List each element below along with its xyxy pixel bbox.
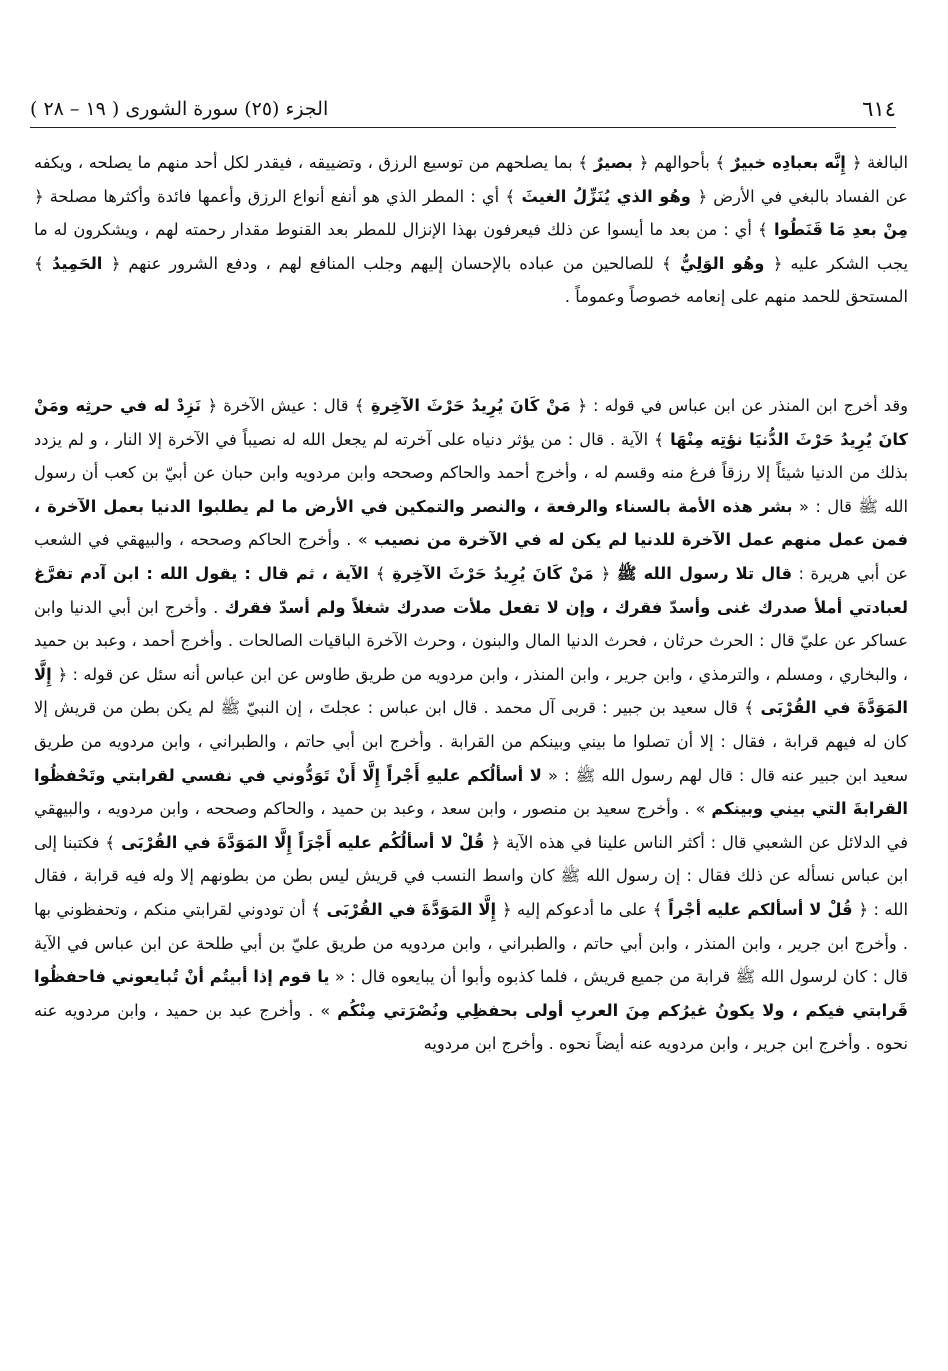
quran-quote: مَنْ كَانَ يُرِيدُ حَرْثَ الآخِرةِ	[364, 396, 578, 415]
hadith-text: الآية ، ثم قال : يقول الله : ابن آدم تفرَّغ لعبادتي أملأ صدرك غنى وأسدّ فقرك ، وإن لا تفعل ملأت صدرك شغلاً ولم أسدّ فقرك	[34, 563, 908, 617]
ornate-bracket: ﴾	[715, 153, 725, 172]
ornate-bracket: ﴿	[34, 186, 44, 206]
hadith-text: لا أسألُكم عليهِ أَجْراً إِلَّا أَنْ تَوَدُّوني في نفسي لقرابتي وتَحْفظُوا القرابةَ التي بيني وبينكم	[34, 765, 908, 819]
ornate-bracket: ﴾	[652, 899, 663, 919]
ornate-bracket: ﴾	[744, 698, 754, 718]
body-text: وقد أخرج ابن المنذر عن ابن عباس في قوله :	[586, 396, 908, 415]
quran-quote: قُلْ لا أسألُكُم عليه أَجْرَاً إِلَّا المَوَدَّةَ في القُرْبَى	[114, 832, 491, 852]
ornate-bracket: ﴾	[757, 220, 768, 240]
body-text: قال : عيش الآخرة	[217, 396, 355, 415]
body-text: على ما أدعوكم إليه	[511, 899, 653, 919]
ornate-bracket: ﴾	[105, 832, 115, 852]
quran-quote: وهُو الذي يُنَزِّلُ الغيثَ	[514, 186, 698, 206]
running-title: الجزء (٢٥) سورة الشورى ( ١٩ – ٢٨ )	[30, 98, 329, 120]
body-text: » . وأخرج عبد بن حميد ، وابن مردويه عنه نحوه . وأخرج ابن جرير ، وابن مردويه عنه أيضاً نحوه . وأخرج ابن مردويه	[34, 1000, 908, 1054]
body-text: قال سعيد بن جبير : قربى آل محمد . قال ابن عباس : عجلتَ ، إن النبيّ ﷺ لم يكن بطن من قريش إلا كان له فيهم قرابة ، فقال : إلا أن تصلوا ما بيني وبينكم من القرابة . وأخرج ابن أبي حاتم ، والطبراني ، وابن مردويه من طريق سعيد ابن جبير عنه قال : قال لهم رسول الله ﷺ : «	[34, 698, 908, 785]
quran-quote: مِنْ بعدِ مَا قَنَطُوا	[767, 220, 909, 240]
ornate-bracket: ﴿	[772, 253, 783, 273]
ornate-bracket: ﴾	[661, 253, 672, 273]
quran-quote: نَزِدْ له في حرثِه ومَنْ كانَ يُرِيدُ حَرْثَ الدُّنيَا نؤتِه مِنْهَا	[34, 396, 909, 449]
body-text: فكتبنا إلى ابن عباس نسأله عن ذلك فقال : إن رسول الله ﷺ كان واسط النسب في قريش ليس بطن من بطونهم إلا وله فيه قرابة ، فقال الله :	[34, 832, 908, 919]
ornate-bracket: ﴿	[851, 153, 862, 172]
ornate-bracket: ﴾	[375, 563, 386, 583]
body-text: بما يصلحهم من توسيع الرزق ، وتضييقه ، فيقدر لكل أحد منهم ما يصلحه ، ويكفه عن الفساد بالبغي في الأرض	[34, 153, 908, 206]
ornate-bracket: ﴿	[577, 396, 587, 415]
page-number: ٦١٤	[862, 97, 896, 121]
quran-quote: وهُو الوَلِيُّ	[671, 253, 773, 273]
ornate-bracket: ﴾	[311, 899, 321, 919]
body-text: أي : المطر الذي هو أنفع أنواع الرزق وأعمها فائدة وأكثرها مصلحة	[43, 186, 506, 206]
quran-quote: مَنْ كَانَ يُرِيدُ حَرْثَ الآخِرةِ	[385, 563, 601, 583]
body-text: أن تودوني لقرابتي منكم ، وتحفظوني بها . وأخرج ابن جرير ، وابن المنذر ، وابن أبي حاتم ، والطبراني ، وابن مردويه من طريق عليّ بن أبي طلحة عن ابن عباس في الآية قال : كان لرسول الله ﷺ قرابة من جميع قريش ، فلما كذبوه وأبوا أن يبايعوه قال : «	[34, 899, 908, 987]
ornate-bracket: ﴿	[600, 563, 611, 583]
ornate-bracket: ﴿	[858, 899, 869, 919]
page-header	[30, 88, 896, 128]
quran-quote: إِلَّا المَوَدَّةَ في القُرْبَى	[34, 664, 908, 718]
paragraph-2	[34, 389, 908, 1061]
quran-quote: بصيرٌ	[587, 153, 639, 172]
body-text: » . وأخرج الحاكم وصححه ، والبيهقي في الشعب عن أبي هريرة :	[34, 530, 908, 583]
ornate-bracket: ﴿	[207, 396, 218, 415]
ornate-bracket: ﴾	[654, 429, 664, 449]
ornate-bracket: ﴿	[110, 253, 121, 273]
ornate-bracket: ﴾	[578, 153, 588, 172]
body-text: المستحق للحمد منهم على إنعامه خصوصاً وعموماً .	[564, 287, 908, 307]
body-text: للصالحين من عباده بالإحسان إليهم وجلب المنافع لهم ، ودفع الشرور عنهم	[120, 253, 662, 273]
paragraph-1	[34, 146, 908, 314]
hadith-text: يا قوم إذا أبيتُم أنْ تُبايعوني فاحفظُوا قَرابتي فيكم ، ولا يكونُ غيرُكم مِنَ العربِ أولى بحفظِي ونُصْرَتي مِنْكُم	[34, 967, 908, 1020]
ornate-bracket: ﴿	[502, 899, 512, 919]
ornate-bracket: ﴾	[354, 396, 365, 415]
ornate-bracket: ﴿	[490, 832, 501, 852]
ornate-bracket: ﴾	[505, 186, 515, 206]
body-text: الآية . قال : من يؤثر دنياه على آخرته لم يجعل الله له نصيباً في الآخرة إلا النار ، و لم يزدد بذلك من الدنيا شيئاً إلا رزقاً فرغ منه وقسم له ، وأخرج أحمد والحاكم وصححه وابن مردويه وابن حبان عن أبيّ بن كعب أن رسول الله ﷺ قال : «	[34, 429, 909, 516]
quran-quote: إِنَّه بعبادِه خبيرٌ	[724, 153, 852, 172]
body-text: بأحوالهم	[648, 153, 716, 172]
body-text: البالغة	[861, 153, 908, 172]
body-text: » . وأخرج سعيد بن منصور ، وابن سعد ، وعبد بن حميد ، والحاكم وصححه ، وابن مردويه ، والبيهقي في الدلائل عن الشعبي قال : أكثر الناس علينا في هذه الآية	[34, 799, 908, 852]
ornate-bracket: ﴿	[638, 153, 649, 172]
body-text: . وأخرج ابن أبي الدنيا وابن عساكر عن عليّ قال : الحرث حرثان ، فحرث الدنيا المال والبنون ، وحرث الآخرة الباقيات الصالحات . وأخرج أحمد ، وعبد بن حميد ، والبخاري ، ومسلم ، والترمذي ، وابن جرير ، وابن المنذر ، وابن مردويه من طريق طاوس عن ابن عباس أنه سئل عن قوله :	[34, 597, 908, 684]
quran-quote: قُلْ لا أسألكم عليه أجْراً	[662, 899, 859, 919]
ornate-bracket: ﴿	[697, 186, 708, 206]
ornate-bracket: ﴾	[34, 253, 44, 273]
ornate-bracket: ﴿	[57, 664, 68, 684]
quran-quote: الحَمِيدُ	[43, 253, 111, 273]
hadith-text: بشر هذه الأمة بالسناء والرفعة ، والنصر والتمكين في الأرض ما لم يطلبوا الدنيا بعمل الآخرة ، فمن عمل منهم عمل الآخرة للدنيا لم يكن له في الآخرة من نصيب	[34, 496, 908, 550]
quran-quote: إِلَّا المَوَدَّةَ في القُرْبَى	[320, 899, 503, 919]
body-text: أي : من بعد ما أيسوا عن ذلك فيعرفون بهذا الإنزال للمطر بعد القنوط مقدار رحمته لهم ، ويشكرون له ما يجب الشكر عليه	[34, 220, 908, 273]
hadith-text: قال تلا رسول الله ﷺ	[616, 563, 792, 583]
